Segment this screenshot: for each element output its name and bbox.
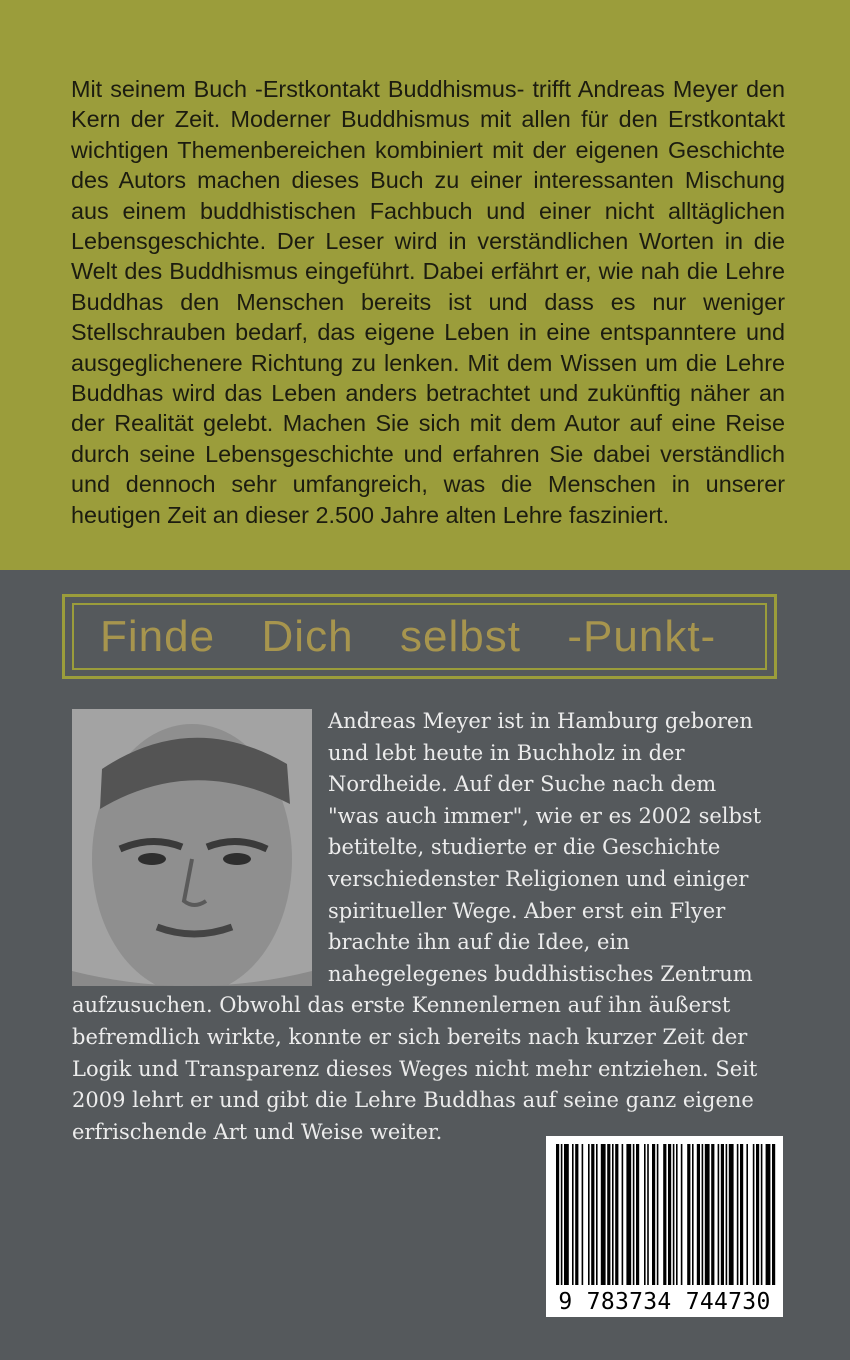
isbn-barcode	[546, 1136, 783, 1317]
barcode-bar	[607, 1144, 610, 1285]
photo-spacer	[72, 706, 312, 989]
barcode-bar	[556, 1144, 559, 1285]
barcode-bar	[636, 1144, 639, 1285]
barcode-bar	[612, 1144, 614, 1285]
barcode-bar	[697, 1144, 700, 1285]
barcode-bar	[673, 1144, 675, 1285]
barcode-bar	[721, 1144, 724, 1285]
barcode-bar	[647, 1144, 649, 1285]
barcode-bar	[633, 1144, 635, 1285]
barcode-bar	[626, 1144, 631, 1285]
author-bio-text: Andreas Meyer ist in Hamburg geboren und lebt heute in Buchholz in der Nordheide. Auf der Suche nach dem "was auch immer", wie er es 2002 selbst betitelte, studierte er die Geschichte verschiedenster Religionen und einiger spiritueller Wege. Aber erst ein Flyer brachte ihn auf die Idee, ein nahegelegenes buddhistisches Zentrum aufzusuchen. Obwohl das erste Kennenlernen auf ihn äußerst befremdlich wirkte, konnte er sich bereits nach kurzer Zeit der Logik und Transparenz dieses Weges nicht mehr entziehen. Seit 2009 lehrt er und gibt die Lehre Buddhas auf seine ganz eigene erfrischende Art und Weise weiter.	[72, 709, 762, 1144]
barcode-bar	[772, 1144, 775, 1285]
barcode-bar	[575, 1144, 578, 1285]
barcode-bar	[615, 1144, 618, 1285]
barcode-bar	[644, 1144, 646, 1285]
barcode-bar	[702, 1144, 704, 1285]
barcode-bar	[718, 1144, 720, 1285]
barcode-bar	[601, 1144, 606, 1285]
barcode-bar	[676, 1144, 678, 1285]
barcode-bar	[705, 1144, 710, 1285]
barcode-bar	[746, 1144, 748, 1285]
barcode-bar	[729, 1144, 734, 1285]
barcode-bar	[657, 1144, 659, 1285]
barcode-bar	[687, 1144, 690, 1285]
barcode-bar	[663, 1144, 666, 1285]
barcode-bar	[561, 1144, 563, 1285]
barcode-bar	[681, 1144, 683, 1285]
barcode-bar	[591, 1144, 594, 1285]
barcode-bar	[582, 1144, 584, 1285]
barcode-bar	[737, 1144, 739, 1285]
barcode-bar	[740, 1144, 743, 1285]
isbn-number: 9 783734 744730	[558, 1289, 771, 1315]
barcode-bar	[756, 1144, 759, 1285]
barcode-bar	[588, 1144, 590, 1285]
barcode-bar	[711, 1144, 714, 1285]
barcode-bar	[761, 1144, 763, 1285]
author-bio	[72, 706, 772, 1148]
barcode-bar	[622, 1144, 624, 1285]
book-blurb: Mit seinem Buch -Erstkontakt Buddhismus- trifft Andreas Meyer den Kern der Zeit. Moderner Buddhismus mit allen für den Erstkontakt wichtigen Themenbereichen kombiniert mit der eigenen Geschichte des Autors machen dieses Buch zu einer interessanten Mischung aus einem buddhistischen Fachbuch und einer nicht alltäglichen Lebensgeschichte. Der Leser wird in verständlichen Worten in die Welt des Buddhismus eingeführt. Dabei erfährt er, wie nah die Lehre Buddhas den Menschen bereits ist und dass es nur weniger Stellschrauben bedarf, das eigene Leben in eine entspanntere und ausgeglichenere Richtung zu lenken. Mit dem Wissen um die Lehre Buddhas wird das Leben anders betrachtet und zukünftig näher an der Realität gelebt. Machen Sie sich mit dem Autor auf eine Reise durch seine Lebensgeschichte und erfahren Sie dabei verständlich und dennoch sehr umfangreich, was die Menschen in unserer heutigen Zeit an dieser 2.500 Jahre alten Lehre fasziniert.	[71, 76, 785, 528]
barcode-bar	[753, 1144, 755, 1285]
barcode-bar	[596, 1144, 598, 1285]
barcode-bar	[564, 1144, 569, 1285]
tagline: Finde Dich selbst -Punkt-	[100, 612, 717, 661]
barcode-bar	[692, 1144, 694, 1285]
barcode-bar	[766, 1144, 771, 1285]
barcode-bar	[572, 1144, 574, 1285]
barcode-bar	[726, 1144, 728, 1285]
barcode-bar	[668, 1144, 671, 1285]
barcode-bar	[652, 1144, 655, 1285]
